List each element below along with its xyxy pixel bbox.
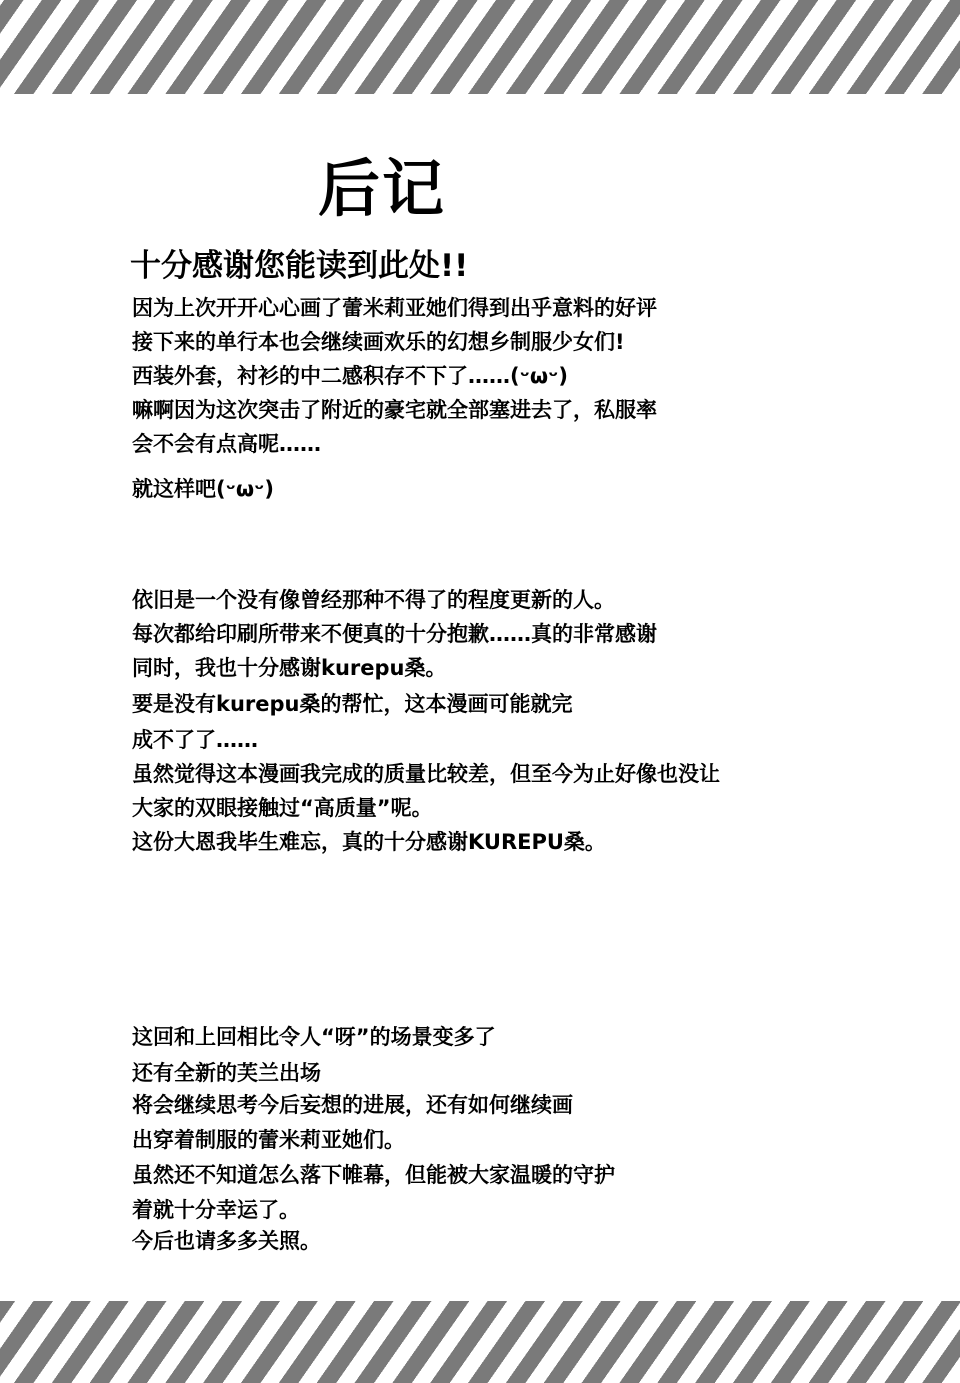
paragraph-3-line: 将会继续思考今后妄想的进展，还有如何继续画 (132, 1093, 573, 1117)
thanks-heading: 十分感谢您能读到此处!! (130, 248, 469, 284)
paragraph-3-line: 今后也请多多关照。 (132, 1229, 321, 1253)
paragraph-3-line: 还有全新的芙兰出场 (132, 1061, 321, 1085)
paragraph-2-line: 成不了了‥‥‥ (132, 728, 259, 752)
left-margin (0, 94, 22, 1301)
paragraph-3-line: 虽然还不知道怎么落下帷幕，但能被大家温暖的守护 (132, 1163, 615, 1187)
paragraph-2-line: 同时，我也十分感谢kurepu桑。 (132, 656, 447, 680)
paragraph-1-line: 嘛啊因为这次突击了附近的豪宅就全部塞进去了，私服率 (132, 398, 657, 422)
paragraph-1-line: 接下来的单行本也会继续画欢乐的幻想乡制服少女们! (132, 330, 625, 354)
paragraph-2-line: 每次都给印刷所带来不便真的十分抱歉‥‥‥真的非常感谢 (132, 622, 658, 646)
paragraph-3-line: 这回和上回相比令人“呀”的场景变多了 (132, 1025, 496, 1049)
paragraph-2-line: 虽然觉得这本漫画我完成的质量比较差，但至今为止好像也没让 (132, 762, 720, 786)
paragraph-3-line: 出穿着制服的蕾米莉亚她们。 (132, 1128, 405, 1152)
paragraph-2-line: 要是没有kurepu桑的帮忙，这本漫画可能就完 (132, 692, 573, 716)
paragraph-1-line: 会不会有点高呢‥‥‥ (132, 432, 322, 456)
paragraph-1-line: 西装外套，衬衫的中二感积存不下了‥‥‥(ᵕωᵕ) (132, 364, 568, 388)
paragraph-1-line: 因为上次开开心心画了蕾米莉亚她们得到出乎意料的好评 (132, 296, 657, 320)
bottom-stripe-border (0, 1301, 960, 1383)
paragraph-1-line: 就这样吧(ᵕωᵕ) (132, 477, 274, 501)
paragraph-2-line: 大家的双眼接触过“高质量”呢。 (132, 796, 433, 820)
page-title: 后记 (318, 152, 447, 225)
paragraph-2-line: 依旧是一个没有像曾经那种不得了的程度更新的人。 (132, 588, 615, 612)
paragraph-3-line: 着就十分幸运了。 (132, 1198, 300, 1222)
paragraph-2-line: 这份大恩我毕生难忘，真的十分感谢KUREPU桑。 (132, 830, 606, 854)
top-stripe-border (0, 0, 960, 94)
